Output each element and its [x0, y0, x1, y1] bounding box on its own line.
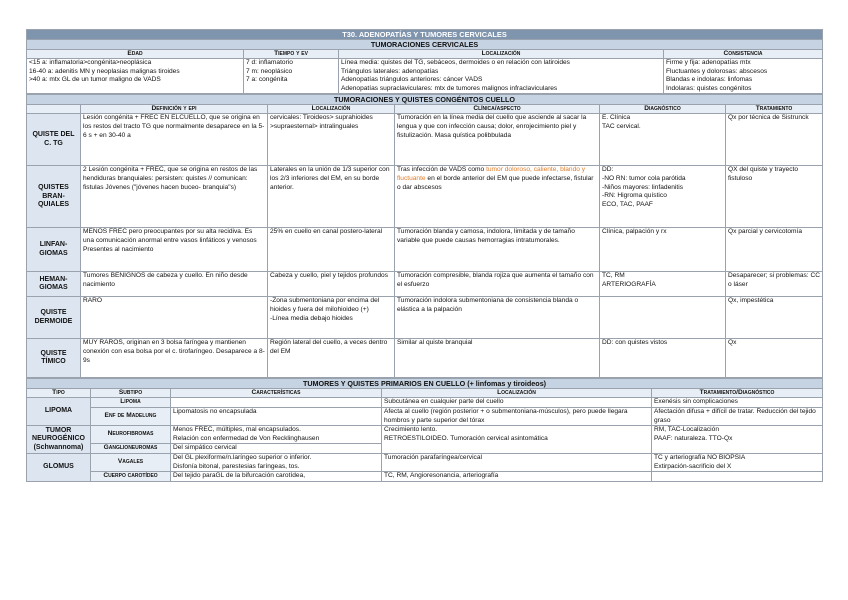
diagnostico-cell [600, 297, 726, 339]
section-tumores-primarios [26, 378, 823, 481]
caracteristicas-cell: Del GL plexiforme/n.laríngeo superior o inferior. Disfonía bitonal, parestesias faríngeas, tos. [171, 453, 382, 471]
definicion-cell: MENOS FREC pero preocupantes por su alta recidiva. Es una comunicación anormal entre vasos linfáticos y venosos Presentes al nacimiento [81, 228, 268, 272]
localizacion-cell: Subcutánea en cualquier parte del cuello [382, 398, 652, 408]
localizacion-cell: cervicales: Tiroideos> suprahioides >supraesternal> intralinguales [268, 114, 395, 166]
col-header-clinica: Clínica/aspecto [395, 105, 600, 114]
tiempo-line: 7 d: inflamatorio [246, 59, 293, 66]
clinica-cell: Tumoración compresible, blanda rojiza que aumenta el tamaño con el esfuerzo [395, 272, 600, 297]
summary-sheet [26, 29, 822, 482]
clinica-cell: Similar al quiste branquial [395, 339, 600, 378]
subtipo-cell: Lipoma [91, 398, 171, 408]
caracteristicas-cell: Lipomatosis no encapsulada [171, 407, 382, 425]
diagnostico-cell: DD: con quistes vistos [600, 339, 726, 378]
col-header-edad: Edad [27, 50, 244, 59]
tratamiento-cell [652, 472, 823, 482]
caracteristicas-cell: Del simpático cervical [171, 444, 382, 454]
col-header-diagnostico: Diagnóstico [600, 105, 726, 114]
tratamiento-cell: Qx [726, 339, 823, 378]
col-header-localizacion: Localización [382, 389, 652, 398]
consistencia-line: Fluctuantes y dolorosas: abscesos [666, 67, 768, 75]
clinica-cell [395, 166, 600, 228]
tipo-glomus: GLOMUS [27, 453, 91, 481]
caracteristicas-cell [171, 398, 382, 408]
consistencia-line: Indolaras: quistes congénitos [666, 84, 752, 92]
col-header-definicion: Definición y epi [81, 105, 268, 114]
clinica-highlight: tumor doloroso, caliente, blando y fluctuante [397, 166, 586, 182]
caracteristicas-cell: Del tejido paraGL de la bifurcación carotídea, [171, 472, 382, 482]
localizacion-cell: Tumoración parafaríngea/cervical [382, 453, 652, 471]
col-header-subtipo: Subtipo [91, 389, 171, 398]
definicion-cell: Lesión congénita + FREC EN ELCUELLO, que se origina en los restos del tracto TG que normalmente desaparece en la 5-6 s + en 30-40 a [81, 114, 268, 166]
tiempo-line: 7 a: congénita [246, 76, 288, 84]
clinica-text: en el borde anterior del EM que puede infectarse, fistular o dar abscesos [397, 174, 594, 191]
row-name: QUISTE DEL C. TG [27, 114, 81, 166]
diagnostico-cell: TC, RM ARTERIOGRAFÍA [600, 272, 726, 297]
localizacion-cell: -Zona submentoniana por encima del hioides y fuera del milohioideo (+) -Línea media debajo hioides [268, 297, 395, 339]
definicion-cell: RARO [81, 297, 268, 339]
diagnostico-cell: E. Clínica TAC cervical. [600, 114, 726, 166]
tiempo-cell [244, 59, 339, 94]
col-header-tipo: Tipo [27, 389, 91, 398]
tiempo-line: 7 m: neoplásico [246, 67, 293, 75]
localizacion-cell: Cabeza y cuello, piel y tejidos profundos [268, 272, 395, 297]
localizacion-cell: 25% en cuello en canal postero-lateral [268, 228, 395, 272]
localizacion-line: Triángulos laterales: adenopatías [341, 67, 439, 75]
clinica-cell: Tumoración indolora submentoniana de consistencia blanda o elástica a la palpación [395, 297, 600, 339]
clinica-text: Tras infección de VADS como [397, 166, 487, 174]
definicion-cell: Tumores BENIGNOS de cabeza y cuello. En niño desde nacimiento [81, 272, 268, 297]
definicion-cell: MUY RAROS, originan en 3 bolsa faríngea y mantienen conexión con esa bolsa por el c. tirofaríngeo. Desaparece a 8-9s [81, 339, 268, 378]
tratamiento-cell: Qx, impestética [726, 297, 823, 339]
col-header-tiempo: Tiempo y ev [244, 50, 339, 59]
col-header-tratamiento: Tratamiento [726, 105, 823, 114]
subtipo-cell: Ganglioneuromas [91, 444, 171, 454]
tratamiento-cell: RM, TAC-Localización PAAF: naturaleza. TTO-Qx [652, 426, 823, 454]
section-tumoraciones-cervicales [26, 29, 823, 94]
row-name: QUISTE DERMOIDE [27, 297, 81, 339]
consistencia-cell [664, 59, 823, 94]
subtipo-cell: Enf de Madelung [91, 407, 171, 425]
subtipo-cell: Cuerpo carotídeo [91, 472, 171, 482]
col-header-localizacion: Localización [339, 50, 664, 59]
localizacion-cell: TC, RM, Angioresonancia, arteriografía [382, 472, 652, 482]
page-title: T30. ADENOPATÍAS Y TUMORES CERVICALES [27, 30, 823, 40]
tratamiento-cell: Qx por técnica de Sistrunck [726, 114, 823, 166]
localizacion-cell: Afecta al cuello (región posterior + o submentoniana-músculos), pero puede llegara hombros y parte superior del tórax [382, 407, 652, 425]
section-title: TUMORES Y QUISTES PRIMARIOS EN CUELLO (+ linfomas y tiroideos) [27, 379, 823, 389]
definicion-cell: 2 Lesión congénita + FREC, que se origina en restos de las hendiduras branquiales: persisten: quistes // comunican: fistulas Jóvenes ("jóvenes hacen buceo- branquia"s) [81, 166, 268, 228]
localizacion-line: Adenopatías triángulos anteriores: cáncer VADS [341, 76, 483, 84]
section-title: TUMORACIONES CERVICALES [27, 40, 823, 50]
edad-line: <15 a: inflamatoria>congénita>neoplásica [29, 59, 152, 66]
col-header-blank [27, 105, 81, 114]
tipo-lipoma: LIPOMA [27, 398, 91, 426]
section-quistes-congenitos [26, 94, 823, 378]
edad-line: 16-40 a: adenitis MN y neoplasias malignas tiroides [29, 67, 180, 75]
consistencia-line: Blandas e indolaras: linfomas [666, 76, 753, 84]
subtipo-cell: Vagales [91, 453, 171, 471]
caracteristicas-cell: Menos FREC, múltiples, mal encapsulados. Relación con enfermedad de Von Recklinghausen [171, 426, 382, 444]
col-header-localizacion: Localización [268, 105, 395, 114]
tipo-tumor-neurogenico: TUMOR NEUROGÉNICO (Schwannoma) [27, 426, 91, 454]
diagnostico-cell: Clínica, palpación y rx [600, 228, 726, 272]
localizacion-cell: Crecimiento lento. RETROESTILOIDEO. Tumoración cervical asintomática [382, 426, 652, 454]
localizacion-line: Línea media: quistes del TG, sebáceos, dermoides o en relación con latiroides [341, 59, 570, 66]
edad-line: >40 a: mtx GL de un tumor maligno de VADS [29, 76, 161, 84]
col-header-consistencia: Consistencia [664, 50, 823, 59]
localizacion-cell [339, 59, 664, 94]
diagnostico-cell: DD: -NO RN: tumor cola parótida -Niños mayores: linfadenitis -RN: Higroma quístico ECO, TAC, PAAF [600, 166, 726, 228]
clinica-cell: Tumoración en la línea media del cuello que asciende al sacar la lengua y que con infección causa; dolor, enrojecimiento piel y fistulización. Masa quística polibbulada [395, 114, 600, 166]
tratamiento-cell: Exenésis sin complicaciones [652, 398, 823, 408]
col-header-caracteristicas: Características [171, 389, 382, 398]
tratamiento-cell: Qx parcial y cervicotomía [726, 228, 823, 272]
tratamiento-cell: Desaparecer; si problemas: CC o láser [726, 272, 823, 297]
localizacion-cell: Región lateral del cuello, a veces dentro del EM [268, 339, 395, 378]
consistencia-line: Firme y fija: adenopatías mtx [666, 59, 751, 66]
row-name: QUISTE TÍMICO [27, 339, 81, 378]
row-name: QUISTES BRAN-QUIALES [27, 166, 81, 228]
localizacion-line: Adenopatías supraclaviculares: mtx de tumores malignos infraclaviculares [341, 84, 558, 92]
col-header-tratamiento: Tratamiento/Diagnóstico [652, 389, 823, 398]
row-name: HEMAN-GIOMAS [27, 272, 81, 297]
subtipo-cell: Neurofibromas [91, 426, 171, 444]
tratamiento-cell: Afectación difusa + difícil de tratar. Reducción del tejido graso [652, 407, 823, 425]
tratamiento-cell: QX del quiste y trayecto fistuloso [726, 166, 823, 228]
localizacion-cell: Laterales en la unión de 1/3 superior con los 2/3 inferiores del EM, en su borde anterior. [268, 166, 395, 228]
edad-cell [27, 59, 244, 94]
clinica-cell: Tumoración blanda y camosa, indolora, limitada y de tamaño variable que puede causas hemorragias intratumorales. [395, 228, 600, 272]
row-name: LINFAN-GIOMAS [27, 228, 81, 272]
tratamiento-cell: TC y arteriografía NO BIOPSIA Extirpación-sacrificio del X [652, 453, 823, 471]
section-title: TUMORACIONES Y QUISTES CONGÉNITOS CUELLO [27, 95, 823, 105]
